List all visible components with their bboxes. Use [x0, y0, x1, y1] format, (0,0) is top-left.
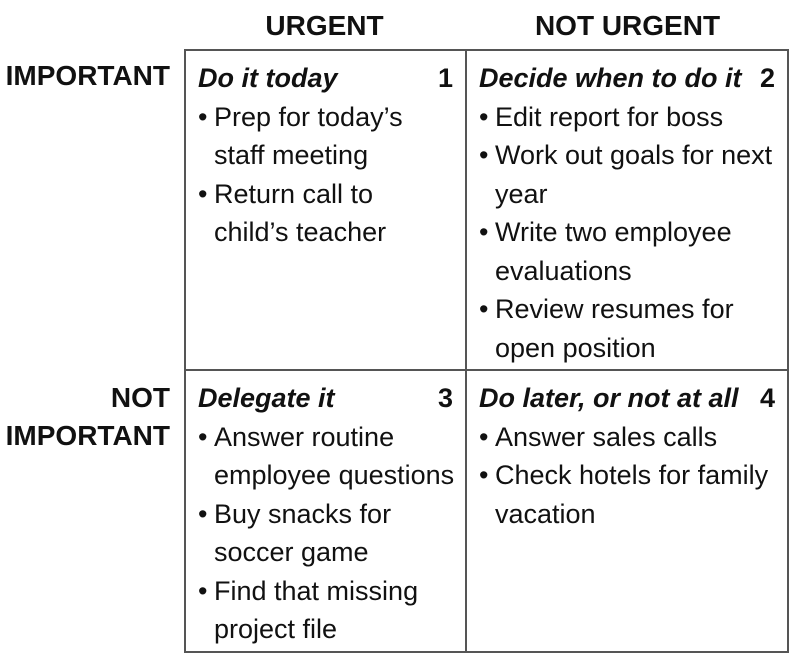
- row-header-not-important-line-1: NOT: [110, 382, 170, 413]
- row-header-not-important: [6, 379, 170, 455]
- quadrant-number: 3: [437, 383, 453, 413]
- quadrant-title: Do later, or not at all: [479, 383, 739, 413]
- priority-matrix: [184, 49, 789, 653]
- task-item: • Answer routine employee questions: [198, 418, 455, 495]
- task-item: • Find that missing project file: [198, 572, 455, 649]
- task-list: [479, 418, 777, 534]
- quadrant-3: [186, 371, 465, 651]
- quadrant-title: Decide when to do it: [479, 63, 742, 93]
- row-header-important: [6, 57, 170, 95]
- quadrant-title: Do it today: [198, 63, 338, 93]
- task-item: • Edit report for boss: [479, 98, 777, 137]
- quadrant-header: [479, 379, 777, 418]
- task-item: • Return call to child’s teacher: [198, 175, 455, 252]
- task-item: • Write two employee evaluations: [479, 213, 777, 290]
- quadrant-title: Delegate it: [198, 383, 335, 413]
- task-item: • Buy snacks for soccer game: [198, 495, 455, 572]
- quadrant-4: [467, 371, 787, 651]
- task-list: [198, 418, 455, 649]
- row-header-not-important-line-2: IMPORTANT: [5, 420, 170, 451]
- quadrant-header: [198, 59, 455, 98]
- task-item: • Answer sales calls: [479, 418, 777, 457]
- quadrant-number: 4: [759, 383, 775, 413]
- task-item: • Check hotels for family vacation: [479, 456, 777, 533]
- quadrant-header: [479, 59, 777, 98]
- task-item: • Work out goals for next year: [479, 136, 777, 213]
- quadrant-1: [186, 51, 465, 369]
- quadrant-2: [467, 51, 787, 369]
- task-item: • Prep for today’s staff meeting: [198, 98, 455, 175]
- quadrant-number: 1: [437, 63, 453, 93]
- row-header-important-line: IMPORTANT: [5, 60, 170, 91]
- quadrant-number: 2: [759, 63, 775, 93]
- quadrant-header: [198, 379, 455, 418]
- column-header-not-urgent: NOT URGENT: [534, 10, 721, 41]
- task-list: [479, 98, 777, 368]
- task-item: • Review resumes for open position: [479, 290, 777, 367]
- task-list: [198, 98, 455, 252]
- column-header-urgent: URGENT: [265, 10, 384, 41]
